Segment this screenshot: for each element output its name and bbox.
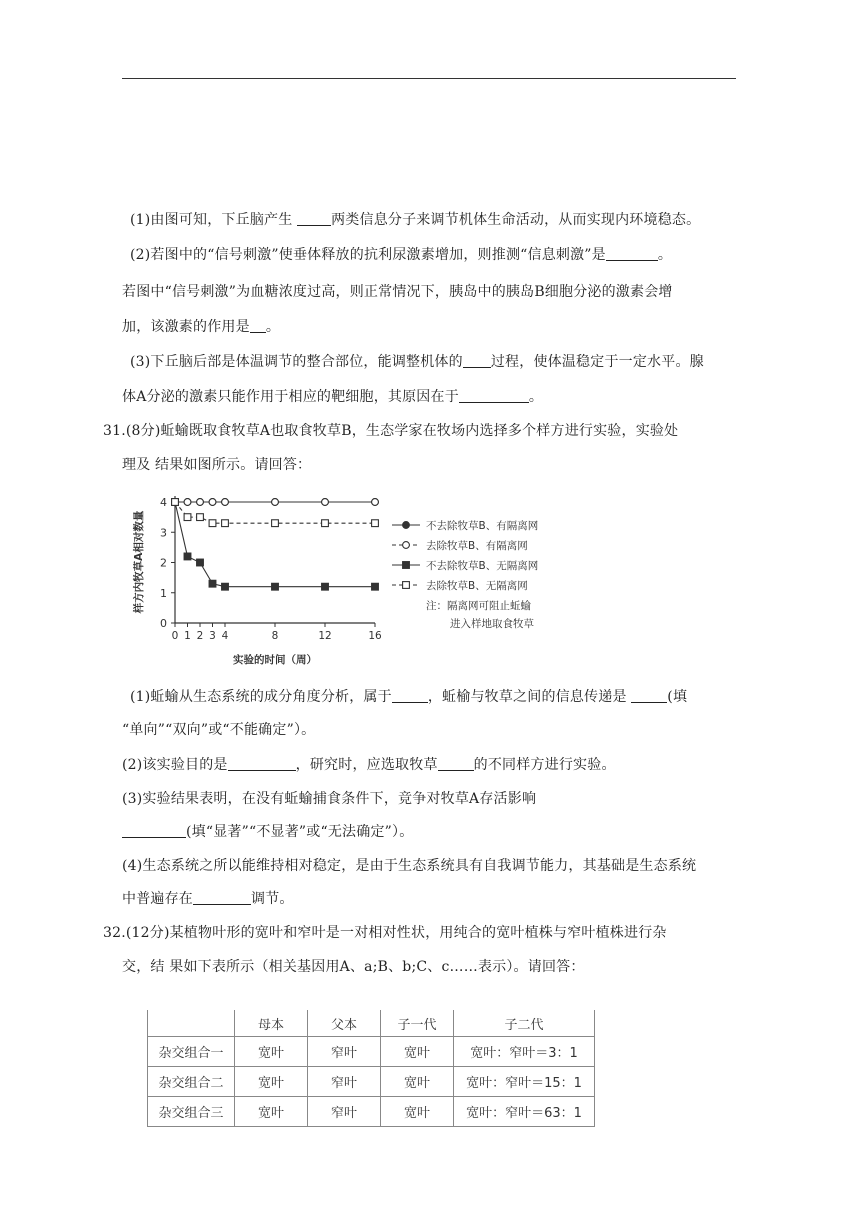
- data-point: [197, 514, 204, 521]
- chart-axes: [160, 496, 382, 642]
- series-group: [172, 499, 379, 590]
- table-header-cell: 母本: [235, 1010, 308, 1037]
- q31-stem-line2: 理及 结果如图所示。请回答：: [122, 457, 312, 473]
- table-header-cell: 子二代: [454, 1010, 595, 1037]
- y-tick-label: 1: [160, 586, 167, 600]
- table-cell: 宽叶：窄叶＝15：1: [454, 1067, 595, 1097]
- table-header-cell: 父本: [308, 1010, 381, 1037]
- table-cell: 宽叶: [235, 1067, 308, 1097]
- data-point: [403, 582, 410, 589]
- data-point: [197, 559, 204, 566]
- table-cell: 杂交组合一: [148, 1037, 235, 1067]
- x-tick-label: 12: [318, 630, 332, 642]
- chart-note-line1: 注：隔离网可阻止蚯蝓: [426, 600, 531, 612]
- header-rule: [122, 78, 736, 79]
- legend-item: [392, 519, 538, 532]
- x-tick-label: 4: [221, 630, 229, 642]
- answer-blank[interactable]: [250, 318, 266, 333]
- answer-blank[interactable]: [438, 756, 474, 771]
- data-point: [322, 499, 329, 506]
- data-point: [272, 499, 279, 506]
- legend-label: 去除牧草B、无隔离网: [426, 580, 528, 592]
- series-line: [175, 502, 375, 587]
- legend-item: [392, 559, 538, 572]
- data-point: [209, 499, 216, 506]
- data-point: [184, 514, 191, 521]
- table-cell: 宽叶：窄叶＝3：1: [454, 1037, 595, 1067]
- q30-part3-line2: 体A分泌的激素只能作用于相应的靶细胞，其原因在于 。: [122, 389, 544, 405]
- table-cell: 宽叶: [381, 1037, 454, 1067]
- legend-item: [392, 539, 528, 552]
- y-tick-label: 4: [160, 496, 167, 509]
- table-header-row: [148, 1010, 595, 1037]
- q31-part3-line1: (3)实验结果表明，在没有蚯蝓捕食条件下，竞争对牧草A存活影响: [122, 791, 537, 807]
- answer-blank[interactable]: [606, 246, 658, 261]
- q30-part1: (1)由图可知，下丘脑产生 两类信息分子来调节机体生命活动，从而实现内环境稳态。: [130, 212, 701, 228]
- x-tick-label: 16: [368, 630, 382, 642]
- data-point: [222, 583, 229, 590]
- answer-blank[interactable]: [193, 890, 251, 905]
- y-tick-label: 0: [160, 617, 167, 630]
- table-cell: 宽叶：窄叶＝63：1: [454, 1097, 595, 1127]
- y-tick-label: 3: [160, 526, 167, 540]
- table-cell: 窄叶: [308, 1097, 381, 1127]
- cross-results-table: [147, 1010, 595, 1127]
- table-row: [148, 1067, 595, 1097]
- table-header-cell: [148, 1010, 235, 1037]
- table-cell: 窄叶: [308, 1037, 381, 1067]
- y-tick-label: 2: [160, 556, 167, 570]
- x-tick-label: 2: [196, 630, 204, 642]
- data-point: [222, 520, 229, 527]
- data-point: [322, 583, 329, 590]
- x-axis-label: 实验的时间（周）: [233, 654, 317, 666]
- data-point: [372, 583, 379, 590]
- legend-item: [392, 579, 528, 592]
- data-point: [209, 580, 216, 587]
- chart-series: [172, 499, 379, 590]
- q30-part2-line3: 加，该激素的作用是 。: [122, 319, 281, 335]
- line-chart: [122, 486, 562, 672]
- legend-label: 不去除牧草B、有隔离网: [426, 520, 539, 532]
- data-point: [372, 499, 379, 506]
- answer-blank[interactable]: [228, 756, 296, 771]
- answer-blank[interactable]: [392, 688, 428, 703]
- table-cell: 宽叶: [381, 1067, 454, 1097]
- data-point: [209, 520, 216, 527]
- table-cell: 宽叶: [381, 1097, 454, 1127]
- answer-blank[interactable]: [463, 353, 491, 368]
- q31-part1-line1: (1)蚯蝓从生态系统的成分角度分析，属于 ，蚯榆与牧草之间的信息传递是 (填: [130, 689, 688, 705]
- data-point: [184, 553, 191, 560]
- q31-part4-line1: (4)生态系统之所以能维持相对稳定，是由于生态系统具有自我调节能力，其基础是生态系统: [122, 858, 697, 874]
- data-point: [172, 499, 179, 506]
- data-point: [272, 583, 279, 590]
- table-cell: 杂交组合二: [148, 1067, 235, 1097]
- data-point: [403, 562, 410, 569]
- data-point: [184, 499, 191, 506]
- table-cell: 宽叶: [235, 1097, 308, 1127]
- legend-label: 不去除牧草B、无隔离网: [426, 560, 539, 572]
- answer-blank[interactable]: [459, 388, 529, 403]
- x-tick-label: 1: [184, 630, 191, 642]
- q31-stem-line1: 31.(8分)蚯蝓既取食牧草A也取食牧草B，生态学家在牧场内选择多个样方进行实验，实验处: [103, 423, 679, 439]
- q30-part2-line1: (2)若图中的“信号刺激”使垂体释放的抗利尿激素增加，则推测“信息刺激”是 。: [130, 247, 673, 263]
- q30-part2-line2: 若图中“信号刺激”为血糖浓度过高，则正常情况下，胰岛中的胰岛B细胞分泌的激素会增: [122, 284, 673, 300]
- q31-part2: (2)该实验目的是 ，研究时，应选取牧草 的不同样方进行实验。: [122, 757, 616, 773]
- answer-blank[interactable]: [631, 688, 667, 703]
- chart-legend: [392, 519, 538, 592]
- table-row: [148, 1097, 595, 1127]
- data-point: [322, 520, 329, 527]
- data-point: [403, 542, 410, 549]
- y-axis-label: 样方内牧草A相对数量: [133, 510, 145, 614]
- data-point: [372, 520, 379, 527]
- legend-label: 去除牧草B、有隔离网: [426, 540, 528, 552]
- q31-part3-line2: (填“显著”“不显著”或“无法确定”）。: [122, 823, 413, 841]
- table-cell: 宽叶: [235, 1037, 308, 1067]
- x-tick-label: 0: [171, 630, 179, 642]
- data-point: [222, 499, 229, 506]
- table-header-cell: 子一代: [381, 1010, 454, 1037]
- q31-part1-line2: “单向”“双向”或“不能确定”）。: [122, 722, 316, 738]
- table-row: [148, 1037, 595, 1067]
- q32-stem-line2: 交，结 果如下表所示（相关基因用A、a;B、b;C、c……表示）。请回答：: [122, 959, 585, 975]
- q30-part3-line1: (3)下丘脑后部是体温调节的整合部位，能调整机体的 过程，使体温稳定于一定水平。腺: [130, 354, 704, 370]
- x-tick-label: 3: [209, 630, 216, 642]
- data-point: [197, 499, 204, 506]
- q32-stem-line1: 32.(12分)某植物叶形的宽叶和窄叶是一对相对性状，用纯合的宽叶植株与窄叶植株进行杂: [103, 925, 667, 941]
- q31-part4-line2: 中普遍存在 调节。: [122, 891, 294, 907]
- data-point: [403, 522, 410, 529]
- table-cell: 窄叶: [308, 1067, 381, 1097]
- x-tick-label: 8: [271, 630, 279, 642]
- answer-blank[interactable]: [122, 823, 186, 838]
- chart-note-line2: 进入样地取食牧草: [450, 618, 534, 630]
- data-point: [272, 520, 279, 527]
- answer-blank[interactable]: [297, 211, 331, 226]
- table-cell: 杂交组合三: [148, 1097, 235, 1127]
